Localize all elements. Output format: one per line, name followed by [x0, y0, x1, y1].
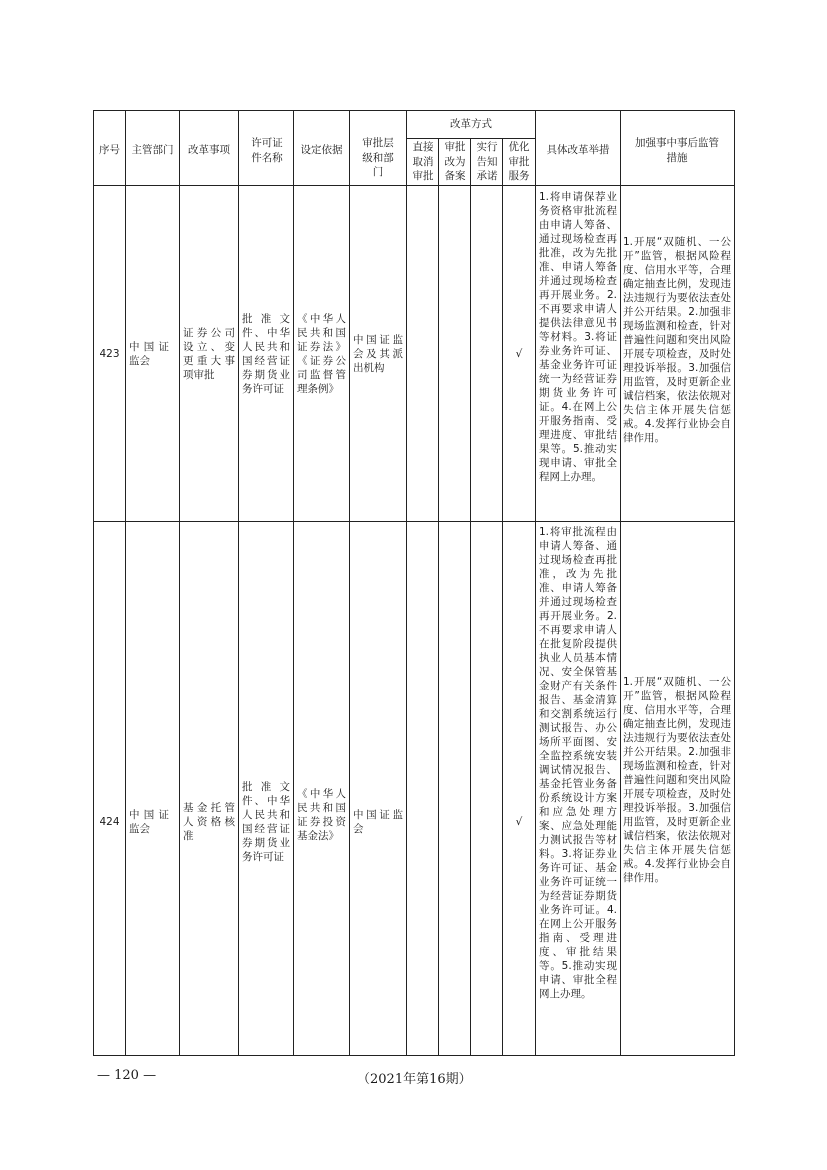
table-border-top: [93, 110, 735, 111]
row-seq: 424: [99, 816, 120, 828]
table-border-bottom: [93, 1055, 735, 1056]
row-item: 证券公司设立、变更重大事项审批: [183, 327, 235, 381]
row-check-optimize: √: [515, 816, 523, 828]
col-line: [438, 138, 439, 1056]
row-measures: 1.将审批流程由申请人筹备、通过现场检查再批准，改为先批准、申请人筹备并通过现场检查再开展业务。2.不再要求申请人在批复阶段提供执业人员基本情况、安全保管基金财产有关条件报告、基金清算和交割系统运行测试报告、办公场所平面图、安全监控系统安装调试情况报告、基金托管业务备份系统设计方案和应急处理方案、应急处理能力测试报告等材料。3.将证券业务许可证、基金业务许可证统一为经营证券期货业务许可证。4.在网上公开服务指南、受理进度、审批结果等。5.推动实现申请、审批全程网上办理。: [539, 526, 617, 1000]
header-method-record: 审批改为备案: [444, 141, 466, 182]
col-line: [470, 138, 471, 1056]
col-line: [502, 138, 503, 1056]
header-basis: 设定依据: [300, 144, 343, 156]
col-line: [406, 110, 407, 1056]
col-line: [734, 110, 735, 1056]
col-line: [349, 110, 350, 1056]
row-basis: 《中华人民共和国证券投资基金法》: [297, 788, 346, 842]
issue-label: （2021年第16期）: [357, 1072, 472, 1087]
header-measures: 具体改革举措: [546, 144, 610, 156]
page-number: — 120 —: [97, 1068, 157, 1083]
row-level: 中国证监会及其派出机构: [353, 334, 403, 374]
col-line: [125, 110, 126, 1056]
row-supervision: 1.开展“双随机、一公开”监管，根据风险程度、信用水平等，合理确定抽查比例，发现违法违规行为要依法查处并公开结果。2.加强非现场监测和检查，针对普遍性问题和突出风险开展专项检查，及时处理投诉举报。3.加强信用监管，及时更新企业诚信档案，依法依规对失信主体开展失信惩戒。4.发挥行业协会自律作用。: [623, 676, 731, 884]
col-line: [238, 110, 239, 1056]
header-license: 许可证件名称: [251, 137, 283, 164]
header-method-cancel: 直接取消审批: [412, 141, 434, 182]
reform-table: [93, 110, 735, 1056]
row-measures: 1.将申请保荐业务资格审批流程由申请人筹备、通过现场检查再批准，改为先批准、申请人筹备并通过现场检查再开展业务。2.不再要求申请人提供法律意见书等材料。3.将证券业务许可证、基金业务许可证统一为经营证券期货业务许可证。4.在网上公开服务指南、受理进度、审批结果等。5.推动实现申请、审批全程网上办理。: [539, 191, 617, 483]
row-license: 批准文件、中华人民共和国经营证券期货业务许可证: [242, 313, 290, 395]
header-bottom-line: [93, 185, 735, 186]
col-line: [93, 110, 94, 1056]
header-seq: 序号: [99, 144, 120, 156]
row-supervision: 1.开展“双随机、一公开”监管，根据风险程度、信用水平等，合理确定抽查比例，发现违法违规行为要依法查处并公开结果。2.加强非现场监测和检查，针对普遍性问题和突出风险开展专项检查，及时处理投诉举报。3.加强信用监管，及时更新企业诚信档案，依法依规对失信主体开展失信惩戒。4.发挥行业协会自律作用。: [623, 236, 731, 444]
col-line: [535, 110, 536, 1056]
header-method-optimize: 优化审批服务: [508, 141, 530, 182]
row-check-optimize: √: [515, 348, 523, 360]
col-line: [293, 110, 294, 1056]
row-basis: 《中华人民共和国证券法》《证券公司监督管理条例》: [297, 313, 346, 395]
row-dept: 中国证监会: [129, 341, 169, 367]
header-supervision: 加强事中事后监管措施: [635, 137, 719, 164]
header-method: 改革方式: [450, 118, 492, 130]
header-level: 审批层级和部门: [362, 137, 394, 178]
row-level: 中国证监会: [353, 809, 403, 835]
row-dept: 中国证监会: [129, 809, 169, 835]
header-item: 改革事项: [188, 144, 230, 156]
header-dept: 主管部门: [131, 144, 174, 156]
header-method-notify: 实行告知承诺: [476, 141, 498, 182]
row-item: 基金托管人资格核准: [183, 802, 235, 842]
row-divider: [93, 521, 735, 522]
row-license: 批准文件、中华人民共和国经营证券期货业务许可证: [242, 781, 290, 863]
row-seq: 423: [99, 348, 120, 360]
col-line: [179, 110, 180, 1056]
